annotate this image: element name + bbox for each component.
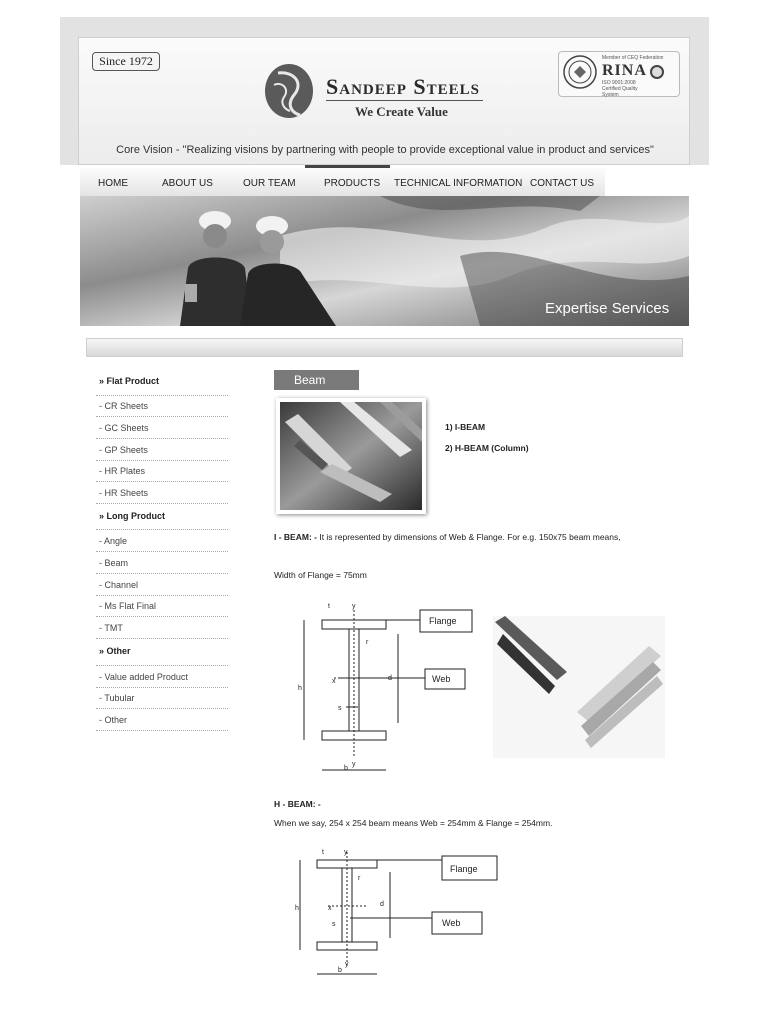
brand-tagline: We Create Value	[355, 104, 448, 119]
sidebar-divider	[96, 708, 228, 709]
sidebar-divider	[96, 638, 228, 639]
sidebar-item-gc-sheets[interactable]: - GC Sheets	[99, 423, 149, 433]
hbeam-label: H - BEAM: -	[274, 799, 321, 809]
ibeam-label: I - BEAM: -	[274, 532, 317, 542]
hbeam-web-label: Web	[442, 918, 461, 928]
ibeam-flange-width: Width of Flange = 75mm	[274, 570, 367, 580]
brand-name[interactable]: Sandeep Steels	[326, 74, 481, 99]
hbeam-t-label: t	[322, 849, 324, 856]
sidebar-item-gp-sheets[interactable]: - GP Sheets	[99, 445, 148, 455]
sidebar-divider	[96, 481, 228, 482]
nav-active-indicator	[305, 165, 390, 168]
sidebar-item-cr-sheets[interactable]: - CR Sheets	[99, 401, 149, 411]
sidebar-item-ms-flat-final[interactable]: - Ms Flat Final	[99, 601, 157, 611]
ibeam-b-label: b	[344, 765, 348, 772]
sidebar-divider	[96, 503, 228, 504]
ibeam-x-label: x	[332, 678, 336, 685]
sidebar-divider	[96, 730, 228, 731]
beam-type-2: 2) H-BEAM (Column)	[445, 443, 529, 453]
nav-our-team[interactable]: OUR TEAM	[243, 178, 296, 189]
sidebar-item-angle[interactable]: - Angle	[99, 536, 128, 546]
hbeam-flange-label: Flange	[450, 864, 478, 874]
sidebar-item-other[interactable]: - Other	[99, 715, 128, 725]
sidebar-item-value-added-product[interactable]: - Value added Product	[99, 672, 188, 682]
ibeam-t-label: t	[328, 603, 330, 610]
hbeam-b-label: b	[338, 967, 342, 974]
hbeam-y-label-bottom: y	[345, 961, 349, 968]
certification-iso-text: ISO 9001:2008 Certified Quality System	[602, 80, 638, 98]
sidebar-divider	[96, 687, 228, 688]
certification-member-text: Member of CEQ Federation	[602, 55, 664, 61]
nav-about-us[interactable]: ABOUT US	[162, 178, 213, 189]
nav-home[interactable]: HOME	[98, 178, 128, 189]
ibeam-h-label: h	[298, 685, 302, 692]
ibeam-y-label-top: y	[352, 603, 356, 610]
certification-seal-icon	[562, 54, 598, 90]
hbeam-r-label: r	[358, 875, 361, 882]
hbeam-description: When we say, 254 x 254 beam means Web = 254mm & Flange = 254mm.	[274, 818, 553, 828]
sidebar-divider	[96, 529, 228, 530]
sidebar-divider	[96, 551, 228, 552]
nav-technical-information[interactable]: TECHNICAL INFORMATION	[394, 178, 523, 189]
sidebar-heading-flat-product[interactable]: » Flat Product	[99, 376, 160, 386]
sidebar-divider	[96, 573, 228, 574]
sidebar-item-beam[interactable]: - Beam	[99, 558, 129, 568]
ibeam-d-label: d	[388, 675, 392, 682]
sidebar-heading-other[interactable]: » Other	[99, 646, 131, 656]
brand-logo-icon[interactable]	[264, 63, 314, 121]
steel-beams-photo	[280, 402, 422, 510]
sidebar-divider	[96, 665, 228, 666]
ibeam-diagram	[290, 598, 480, 776]
sidebar-heading-long-product[interactable]: » Long Product	[99, 511, 165, 521]
sidebar-item-hr-sheets[interactable]: - HR Sheets	[99, 488, 149, 498]
nav-contact-us[interactable]: CONTACT US	[530, 178, 595, 189]
ibeam-description-text: It is represented by dimensions of Web & Flange. For e.g. 150x75 beam means,	[316, 532, 621, 542]
sidebar-divider	[96, 395, 228, 396]
sidebar-item-tubular[interactable]: - Tubular	[99, 693, 135, 703]
banner-caption: Expertise Services	[545, 300, 670, 317]
core-vision-text: Core Vision - "Realizing visions by partnering with people to provide exceptional value in product and services"	[116, 144, 654, 156]
hbeam-y-label-top: y	[344, 849, 348, 856]
certification-mark-icon	[650, 65, 664, 79]
hbeam-s-label: s	[332, 921, 336, 928]
hbeam-diagram	[292, 844, 502, 980]
ibeam-flange-label: Flange	[429, 616, 457, 626]
certification-name: RINA	[602, 62, 647, 79]
sidebar-item-channel[interactable]: - Channel	[99, 580, 139, 590]
section-title: Beam	[274, 370, 359, 390]
ibeam-y-label-bottom: y	[352, 761, 356, 768]
sidebar-divider	[96, 416, 228, 417]
sidebar-item-hr-plates[interactable]: - HR Plates	[99, 466, 146, 476]
nav-products[interactable]: PRODUCTS	[324, 178, 381, 189]
hbeam-h-label: h	[295, 905, 299, 912]
brand-underline	[326, 100, 483, 101]
ibeam-description	[274, 532, 621, 542]
beam-type-1: 1) I-BEAM	[445, 422, 486, 432]
sidebar-divider	[96, 616, 228, 617]
hbeam-d-label: d	[380, 901, 384, 908]
sidebar-divider	[96, 438, 228, 439]
sidebar-item-tmt[interactable]: - TMT	[99, 623, 123, 633]
hbeam-x-label: x	[328, 905, 332, 912]
ibeam-web-label: Web	[432, 674, 451, 684]
sidebar-divider	[96, 595, 228, 596]
ibeam-s-label: s	[338, 705, 342, 712]
ibeam-3d-photo	[493, 616, 665, 758]
ibeam-r-label: r	[366, 639, 369, 646]
since-badge: Since 1972	[92, 52, 160, 71]
sidebar-divider	[96, 460, 228, 461]
content-divider-bar	[86, 338, 683, 357]
